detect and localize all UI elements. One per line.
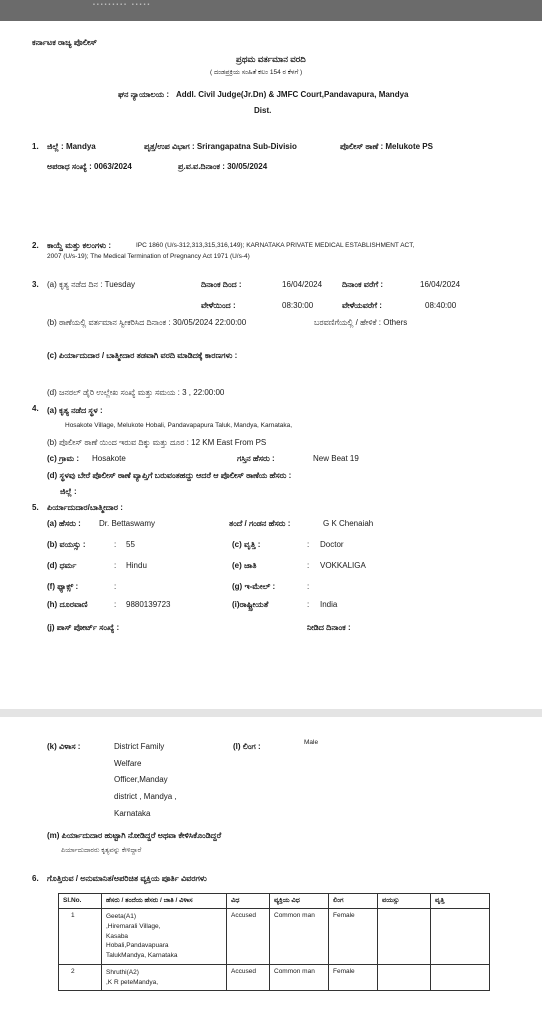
email-colon: : <box>307 582 310 591</box>
village-label: (c) ಗ್ರಾಮ : <box>47 454 79 463</box>
place-address: Hosakote Village, Melukote Hobali, Pandavapapura Taluk, Mandya, Karnataka, <box>65 422 293 429</box>
col-type: ವಿಧ <box>227 894 270 909</box>
row1-sl: 1 <box>59 909 102 965</box>
court-value-2: Dist. <box>254 106 272 115</box>
witness-value: ಪಿರ್ಯಾದುದಾರರು ಕೃತ್ಯವನ್ನು ಕೇಳಿದ್ದಾರೆ <box>61 847 142 854</box>
row2-person-type: Common man <box>270 964 329 991</box>
general-diary: (d) ಜನರಲ್ ಡೈರಿ ಉಲ್ಲೇಖ ಸಂಖ್ಯೆ ಮತ್ತು ಸಮಯ : 3 , 22:00:00 <box>47 388 225 397</box>
date-from: 16/04/2024 <box>282 280 323 289</box>
occupation-colon: : <box>307 540 310 549</box>
police-dept: ಕರ್ನಾಟಕ ರಾಜ್ಯ ಪೊಲೀಸ್ <box>32 38 97 47</box>
place-label: (a) ಕೃತ್ಯ ನಡೆದ ಸ್ಥಳ : <box>47 406 103 415</box>
col-gender: ಲಿಂಗ <box>329 894 378 909</box>
father-value: G K Chenaiah <box>323 519 374 528</box>
info-received: (b) ಠಾಣೆಯಲ್ಲಿ ವರ್ತಮಾನ ಸ್ವೀಕರಿಸಿದ ದಿನಾಂಕ : 30/05/2024 22:00:00 <box>47 318 247 327</box>
occupation-value: Doctor <box>320 540 344 549</box>
row2-occupation <box>431 964 490 991</box>
row2-name-line: ,K R peteMandya, <box>106 978 159 986</box>
page-gap <box>0 709 542 717</box>
beat-value: New Beat 19 <box>313 454 359 463</box>
issue-date-label: ನೀಡಿದ ದಿನಾಂಕ : <box>307 623 351 632</box>
info-type: ಬರವಣಿಗೆಯಲ್ಲಿ / ಹೇಳಿಕೆ : Others <box>314 318 408 327</box>
s4-num: 4. <box>32 404 39 413</box>
court-value: Addl. Civil Judge(Jr.Dn) & JMFC Court,Pandavapura, Mandya <box>176 90 409 99</box>
fax-colon: : <box>114 582 117 591</box>
subdivision-label: ಪೃತ್ತ/ಉಪ ವಿಭಾಗ : Srirangapatna Sub-Divisio <box>144 142 297 151</box>
col-occupation: ವೃತ್ತಿ <box>431 894 490 909</box>
date-from-label: ದಿನಾಂಕ ದಿಂದ : <box>201 280 242 289</box>
s5-num: 5. <box>32 503 39 512</box>
district-label: ಜಿಲ್ಲೆ : Mandya <box>47 142 96 151</box>
address-label: (k) ವಿಳಾಸ : <box>47 742 81 751</box>
other-district-label: ಜಿಲ್ಲೆ : <box>60 487 77 496</box>
row1-name <box>102 909 227 965</box>
passport-label: (j) ಪಾಸ್ ಪೋರ್ಟ್ ಸಂಖ್ಯೆ : <box>47 623 120 632</box>
row2-gender: Female <box>329 964 378 991</box>
gender-label: (l) ಲಿಂಗ : <box>233 742 261 751</box>
table-row <box>59 909 490 965</box>
address-line-5: Karnataka <box>114 809 151 818</box>
time-from-label: ವೇಳೆಯಿಂದ : <box>201 301 236 310</box>
accused-title: ಗೊತ್ತಿರುವ / ಅನುಮಾನಿತ/ಅಪರಿಚಿತ ವ್ಯಕ್ತಿಯ ಪೂರ್ತಿ ವಿವರಗಳು <box>47 874 207 883</box>
row1-name-line: Kasaba <box>106 932 129 940</box>
time-to: 08:40:00 <box>425 301 457 310</box>
top-bar-title: ......... ..... <box>92 0 151 8</box>
nationality-label: (i)ರಾಷ್ಟ್ರೀಯತೆ <box>232 600 269 609</box>
row1-name-line: ,Hiremarali Village, <box>106 922 161 930</box>
fir-page-1 <box>0 21 542 709</box>
s2-num: 2. <box>32 241 39 250</box>
address-line-1: District Family <box>114 742 165 751</box>
row1-type: Accused <box>227 909 270 965</box>
fax-label: (f) ಫ್ಯಾಕ್ಸ್ : <box>47 582 79 591</box>
row1-name-line: Geeta(A1) <box>106 913 136 920</box>
address-line-3: Officer,Manday <box>114 775 168 784</box>
religion-label: (d) ಧರ್ಮ <box>47 561 77 570</box>
email-label: (g) ಇ-ಮೇಲ್ : <box>232 582 276 591</box>
row2-type: Accused <box>227 964 270 991</box>
row2-sl: 2 <box>59 964 102 991</box>
row2-name <box>102 964 227 991</box>
row2-name-line: Shruthi(A2) <box>106 968 139 976</box>
other-station-label: (d) ಸ್ಥಳವು ಬೇರೆ ಪೊಲೀಸ್ ಠಾಣೆ ವ್ಯಾಪ್ತಿಗೆ ಬರುವಂತಹದ್ದು ಆದರೆ ಆ ಪೊಲೀಸ್ ಠಾಣೆಯ ಹೆಸರು : <box>47 471 292 480</box>
beat-label: ಗಸ್ತಿನ ಹೆಸರು : <box>237 454 275 463</box>
phone-label: (h) ದೂರವಾಣಿ <box>47 600 88 609</box>
caste-value: VOKKALIGA <box>320 561 366 570</box>
occurrence-day: (a) ಕೃತ್ಯ ನಡೆದ ದಿನ : Tuesday <box>47 280 136 289</box>
table-header-row <box>59 894 490 909</box>
s3-num: 3. <box>32 280 39 289</box>
gender-value: Male <box>304 739 319 746</box>
phone-colon: : <box>114 600 117 609</box>
row1-occupation <box>431 909 490 965</box>
form-subtitle: ( ದಂಡಪ್ರಕ್ರಿಯ ಸಂಹಿತೆ ಕಲಂ 154 ರ ಕೆಳಗೆ ) <box>210 69 303 76</box>
direction-distance: (b) ಪೊಲೀಸ್ ಠಾಣೆ ಯಿಂದ ಇರುವ ದಿಕ್ಕು ಮತ್ತು ದೂರ : 12 KM East From PS <box>47 438 267 447</box>
age-value: 55 <box>126 540 135 549</box>
address-line-4: district , Mandya , <box>114 792 177 801</box>
nationality-value: India <box>320 600 338 609</box>
accused-table <box>58 893 490 991</box>
date-to-label: ದಿನಾಂಕ ವರೆಗೆ : <box>342 280 384 289</box>
fir-page-2 <box>0 717 542 1024</box>
name-label: (a) ಹೆಸರು : <box>47 519 81 528</box>
s1-num: 1. <box>32 142 39 151</box>
col-slno: Sl.No. <box>59 894 102 909</box>
time-from: 08:30:00 <box>282 301 314 310</box>
s6-num: 6. <box>32 874 39 883</box>
name-value: Dr. Bettaswamy <box>99 519 156 528</box>
occupation-label: (c) ವೃತ್ತಿ : <box>232 540 261 549</box>
village-value: Hosakote <box>92 454 126 463</box>
caste-label: (e) ಜಾತಿ <box>232 561 257 570</box>
row1-gender: Female <box>329 909 378 965</box>
form-title: ಪ್ರಥಮ ವರ್ತಮಾನ ವರದಿ <box>236 54 306 64</box>
crime-no: ಅಪರಾಧ ಸಂಖ್ಯೆ : 0063/2024 <box>47 162 132 171</box>
phone-value: 9880139723 <box>126 600 171 609</box>
col-name: ಹೆಸರು / ತಂದೆಯ ಹೆಸರು / ಜಾತಿ / ವಿಳಾಸ <box>102 894 227 909</box>
address-line-2: Welfare <box>114 759 142 768</box>
row1-name-line: Hobali,Pandavapuara <box>106 942 169 950</box>
time-to-label: ವೇಳೆಯವರೆಗೆ : <box>342 301 382 310</box>
acts-label: ಕಾಯ್ದೆ ಮತ್ತು ಕಲಂಗಳು : <box>47 241 111 250</box>
nationality-colon: : <box>307 600 310 609</box>
row2-age <box>378 964 431 991</box>
acts-line2: 2007 (U/s-19); The Medical Termination of Pregnancy Act 1971 (U/s-4) <box>47 253 250 260</box>
fir-date: ಪ್ರ.ವ.ವ.ದಿನಾಂಕ : 30/05/2024 <box>178 162 268 171</box>
col-person-type: ವ್ಯಕ್ತಿಯ ವಿಧ <box>270 894 329 909</box>
row1-age <box>378 909 431 965</box>
complainant-title: ಪಿರ್ಯಾದುದಾರ/ಬಾತ್ಮೀದಾರ : <box>47 503 123 512</box>
religion-colon: : <box>114 561 117 570</box>
religion-value: Hindu <box>126 561 147 570</box>
court-label: ಘನ ನ್ಯಾಯಾಲಯ : <box>118 90 170 99</box>
age-label: (b) ವಯಸ್ಸು : <box>47 540 86 549</box>
top-bar <box>0 0 542 21</box>
row1-name-line: TalukMandya, Karnataka <box>106 952 178 959</box>
col-age: ವಯಸ್ಸು <box>378 894 431 909</box>
delay-reason-label: (c) ಪಿರ್ಯಾದುದಾರ / ಬಾತ್ಮೀದಾರ ತಡವಾಗಿ ವರದಿ ಮಾಡಿದಕ್ಕೆ ಕಾರಣಗಳು : <box>47 351 238 360</box>
father-label: ತಂದೆ / ಗಂಡನ ಹೆಸರು : <box>229 519 291 528</box>
station-label: ಪೊಲೀಸ್ ಠಾಣೆ : Melukote PS <box>340 142 433 151</box>
age-colon: : <box>114 540 117 549</box>
caste-colon: : <box>307 561 310 570</box>
witness-label: (m) ಪಿರ್ಯಾದುದಾರ ಹುಟ್ಟಾಗಿ ನೋಡಿದ್ದರೆ ಅಥವಾ ಕೇಳಿಸಿಕೊಂಡಿದ್ದರೆ <box>47 831 222 840</box>
date-to: 16/04/2024 <box>420 280 461 289</box>
acts-line1: IPC 1860 (U/s-312,313,315,316,149); KARNATAKA PRIVATE MEDICAL ESTABLISHMENT ACT, <box>136 242 415 249</box>
row1-person-type: Common man <box>270 909 329 965</box>
table-row <box>59 964 490 991</box>
